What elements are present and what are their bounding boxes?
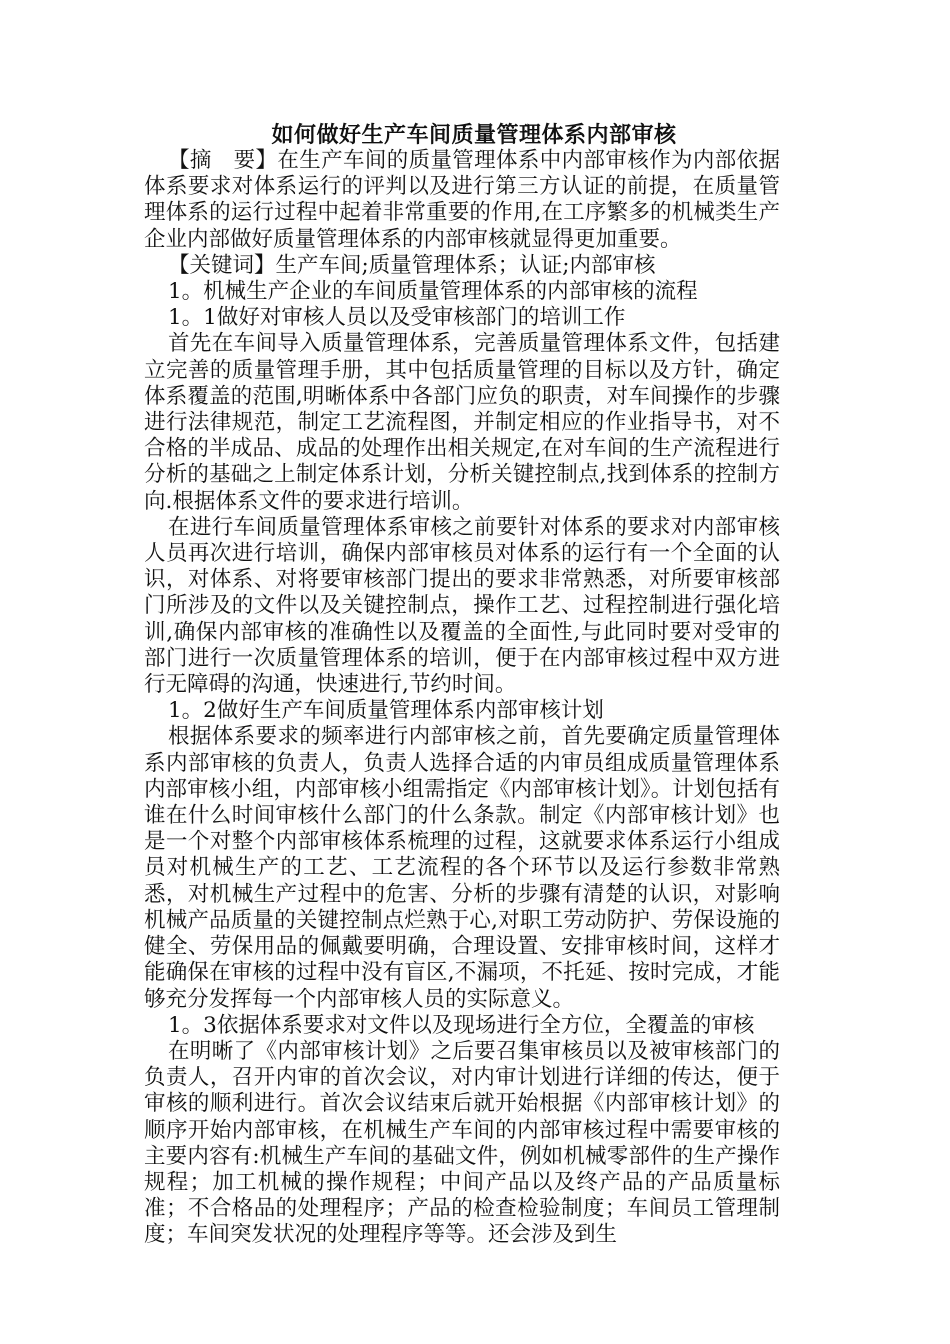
keywords-paragraph: 【关键词】生产车间;质量管理体系；认证;内部审核 [168,252,656,278]
abstract-paragraph: 【摘 要】在生产车间的质量管理体系中内部审核作为内部依据体系要求对体系运行的评判以及进行第三方认证的前提，在质量管理体系的运行过程中起着非常重要的作用,在工序繁多的机械类生产企业内部做好质量管理体系的内部审核就显得更加重要。 [144,148,780,252]
document-body [144,148,780,1249]
section-1-2-heading: 1。2做好生产车间质量管理体系内部审核计划 [168,698,604,724]
section-1-3-paragraph-1: 在明晰了《内部审核计划》之后要召集审核员以及被审核部门的负责人，召开内审的首次会议，对内审计划进行详细的传达，便于审核的顺利进行。首次会议结束后就开始根据《内部审核计划》的顺序开始内部审核，在机械生产车间的内部审核过程中需要审核的主要内容有:机械生产车间的基础文件，例如机械零部件的生产操作规程；加工机械的操作规程；中间产品以及终产品的产品质量标准；不合格品的处理程序；产品的检查检验制度；车间员工管理制度；车间突发状况的处理程序等等。还会涉及到生 [144,1038,780,1248]
document-title: 如何做好生产车间质量管理体系内部审核 [271,123,677,148]
section-1-heading: 1。机械生产企业的车间质量管理体系的内部审核的流程 [168,279,698,305]
section-1-1-heading: 1。1做好对审核人员以及受审核部门的培训工作 [168,305,626,331]
section-1-1-paragraph-2: 在进行车间质量管理体系审核之前要针对体系的要求对内部审核人员再次进行培训，确保内部审核员对体系的运行有一个全面的认识，对体系、对将要审核部门提出的要求非常熟悉，对所要审核部门所涉及的文件以及关键控制点，操作工艺、过程控制进行强化培训,确保内部审核的准确性以及覆盖的全面性,与此同时要对受审的部门进行一次质量管理体系的培训，便于在内部审核过程中双方进行无障碍的沟通，快速进行,节约时间。 [144,514,780,698]
section-1-3-heading: 1。3依据体系要求对文件以及现场进行全方位，全覆盖的审核 [168,1012,755,1038]
section-1-2-paragraph-1: 根据体系要求的频率进行内部审核之前，首先要确定质量管理体系内部审核的负责人，负责人选择合适的内审员组成质量管理体系内部审核小组，内部审核小组需指定《内部审核计划》。计划包括有谁在什么时间审核什么部门的什么条款。制定《内部审核计划》也是一个对整个内部审核体系梳理的过程，这就要求体系运行小组成员对机械生产的工艺、工艺流程的各个环节以及运行参数非常熟悉，对机械生产过程中的危害、分析的步骤有清楚的认识，对影响机械产品质量的关键控制点烂熟于心,对职工劳动防护、劳保设施的健全、劳保用品的佩戴要明确，合理设置、安排审核时间，这样才能确保在审核的过程中没有盲区,不漏项，不托延、按时完成，才能够充分发挥每一个内部审核人员的实际意义。 [144,724,780,1012]
section-1-1-paragraph-1: 首先在车间导入质量管理体系，完善质量管理体系文件，包括建立完善的质量管理手册，其中包括质量管理的目标以及方针，确定体系覆盖的范围,明晰体系中各部门应负的职责，对车间操作的步骤进行法律规范，制定工艺流程图，并制定相应的作业指导书，对不合格的半成品、成品的处理作出相关规定,在对车间的生产流程进行分析的基础之上制定体系计划，分析关键控制点,找到体系的控制方向.根据体系文件的要求进行培训。 [144,331,780,514]
